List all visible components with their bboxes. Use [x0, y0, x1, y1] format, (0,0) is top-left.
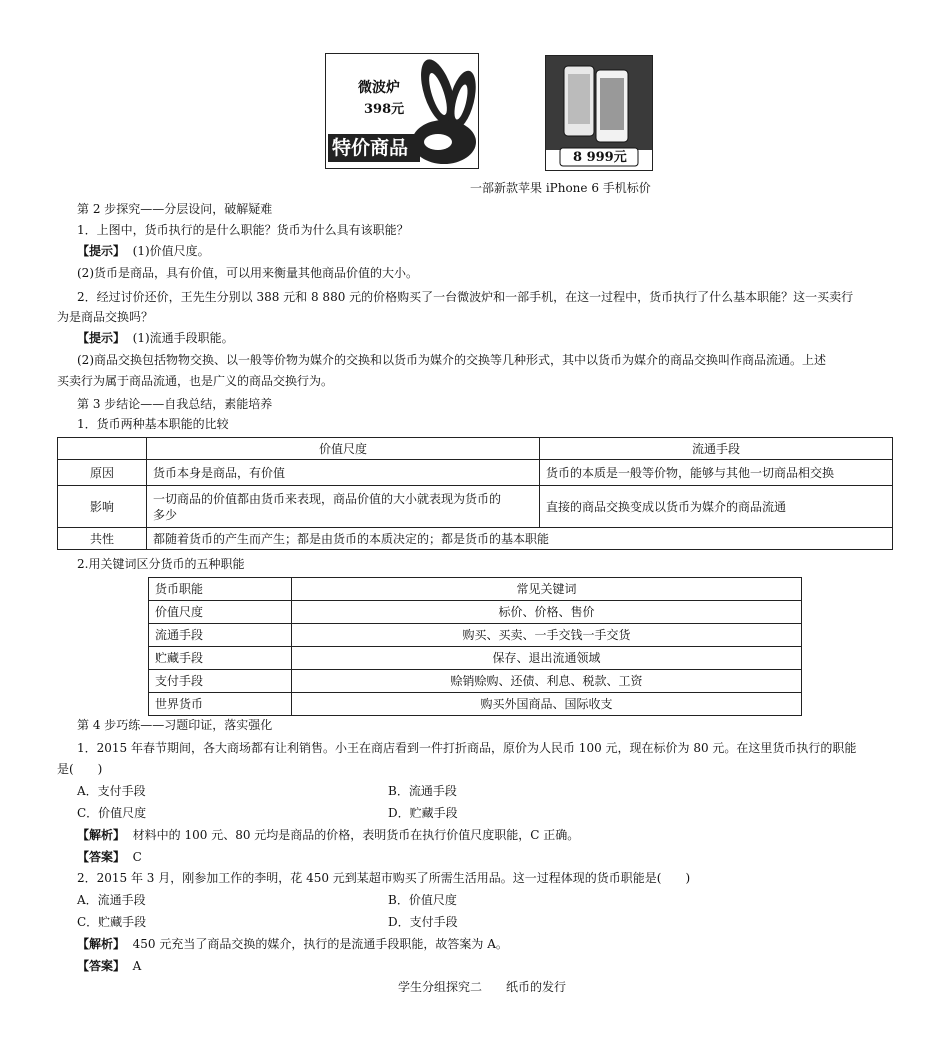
section-footer: 学生分组探究二 纸币的发行	[398, 980, 567, 994]
special-offer-banner: 特价商品	[332, 137, 409, 159]
table-cell: 都随着货币的产生而产生；都是由货币的本质决定的；都是货币的基本职能	[147, 528, 893, 550]
step2-question-2-line1: 2．经过讨价还价，王先生分别以 388 元和 8 880 元的价格购买了一台微波炉和一部手机，在这一过程中，货币执行了什么基本职能？这一买卖行	[77, 290, 854, 304]
table-cell: 世界货币	[149, 693, 292, 716]
step2-question-1: 1．上图中，货币执行的是什么职能？货币为什么具有该职能？	[77, 223, 409, 237]
step4-question-1-line2: 是( )	[57, 762, 103, 776]
q1-answer	[77, 849, 142, 865]
table-cell: 支付手段	[149, 670, 292, 693]
step3-heading: 第 3 步结论——自我总结，素能培养	[77, 397, 273, 411]
microwave-title: 微波炉	[358, 80, 400, 96]
analysis-text: 材料中的 100 元、80 元均是商品的价格，表明货币在执行价值尺度职能，C 正确。	[132, 828, 580, 842]
step2-hint-1b: (2)货币是商品，具有价值，可以用来衡量其他商品价值的大小。	[77, 266, 419, 280]
table-cell: 货币的本质是一般等价物，能够与其他一切商品相交换	[540, 460, 893, 486]
option-c: C．贮藏手段	[77, 915, 147, 929]
table-row	[149, 647, 802, 670]
table-header-cell: 流通手段	[540, 438, 893, 460]
step4-question-2: 2．2015 年 3 月，刚参加工作的李明，花 450 元到某超市购买了所需生活用品。这一过程体现的货币职能是( )	[77, 871, 691, 885]
option-d: D．支付手段	[388, 915, 458, 929]
image-caption: 一部新款苹果 iPhone 6 手机标价	[470, 181, 651, 195]
iphone-price: 8 999元	[573, 150, 627, 165]
hint-text: (1)价值尺度。	[132, 244, 210, 258]
table-row	[149, 624, 802, 647]
table-row	[149, 601, 802, 624]
microwave-price: 398元	[364, 102, 405, 117]
step2-hint-2b-line1: (2)商品交换包括物物交换、以一般等价物为媒介的交换和以货币为媒介的交换等几种形式，其中以货币为媒介的商品交换叫作商品流通。上述	[77, 353, 827, 367]
step2-question-2-line2: 为是商品交换吗？	[57, 310, 154, 324]
answer-label: 【答案】	[77, 959, 126, 973]
step2-hint-2b-line2: 买卖行为属于商品流通，也是广义的商品交换行为。	[57, 374, 334, 388]
cell-line: 一切商品的价值都由货币来表现，商品价值的大小就表现为货币的	[153, 491, 502, 506]
table-cell	[147, 486, 540, 528]
table-header-cell: 价值尺度	[147, 438, 540, 460]
option-a: A．支付手段	[77, 784, 146, 798]
option-a: A．流通手段	[77, 893, 146, 907]
functions-comparison-table	[57, 437, 893, 550]
table-row	[149, 578, 802, 601]
hint-text: (1)流通手段职能。	[132, 331, 234, 345]
row-label: 影响	[58, 486, 147, 528]
q2-answer	[77, 958, 141, 974]
option-c: C．价值尺度	[77, 806, 147, 820]
q2-analysis	[77, 936, 508, 952]
table-header-cell: 常见关键词	[292, 578, 802, 601]
option-b: B．价值尺度	[388, 893, 457, 907]
table-cell: 流通手段	[149, 624, 292, 647]
microwave-ad-image	[325, 53, 479, 169]
analysis-text: 450 元充当了商品交换的媒介，执行的是流通手段职能，故答案为 A。	[132, 937, 508, 951]
table-cell: 赊销赊购、还债、利息、税款、工资	[292, 670, 802, 693]
table-cell: 保存、退出流通领域	[292, 647, 802, 670]
analysis-label: 【解析】	[77, 828, 126, 842]
step2-heading: 第 2 步探究——分层设问，破解疑难	[77, 202, 273, 216]
table-row	[58, 460, 893, 486]
table-cell: 货币本身是商品，有价值	[147, 460, 540, 486]
option-d: D．贮藏手段	[388, 806, 458, 820]
table-cell: 价值尺度	[149, 601, 292, 624]
iphone-ad-image	[545, 55, 653, 171]
q1-analysis	[77, 827, 579, 843]
row-label: 共性	[58, 528, 147, 550]
table-row	[149, 670, 802, 693]
answer-text: C	[132, 850, 142, 864]
table-row	[58, 528, 893, 550]
table-row	[58, 486, 893, 528]
hint-label: 【提示】	[77, 331, 126, 345]
step3-item-2: 2.用关键词区分货币的五种职能	[77, 557, 245, 571]
table-cell: 购买外国商品、国际收支	[292, 693, 802, 716]
table-header-cell	[58, 438, 147, 460]
table-row	[149, 693, 802, 716]
step3-item-1: 1．货币两种基本职能的比较	[77, 417, 229, 431]
answer-label: 【答案】	[77, 850, 126, 864]
answer-text: A	[132, 959, 142, 973]
table-header-cell: 货币职能	[149, 578, 292, 601]
table-cell: 购买、买卖、一手交钱一手交货	[292, 624, 802, 647]
table-cell: 直接的商品交换变成以货币为媒介的商品流通	[540, 486, 893, 528]
hint-label: 【提示】	[77, 244, 126, 258]
step2-hint-2	[77, 330, 234, 346]
step4-question-1-line1: 1．2015 年春节期间，各大商场都有让利销售。小王在商店看到一件打折商品，原价为人民币 100 元，现在标价为 80 元。在这里货币执行的职能	[77, 741, 857, 755]
row-label: 原因	[58, 460, 147, 486]
analysis-label: 【解析】	[77, 937, 126, 951]
table-cell: 贮藏手段	[149, 647, 292, 670]
step4-heading: 第 4 步巧练——习题印证，落实强化	[77, 718, 273, 732]
table-cell: 标价、价格、售价	[292, 601, 802, 624]
cell-line: 多少	[153, 507, 178, 522]
step2-hint-1	[77, 243, 210, 259]
keywords-table	[148, 577, 802, 716]
option-b: B．流通手段	[388, 784, 457, 798]
